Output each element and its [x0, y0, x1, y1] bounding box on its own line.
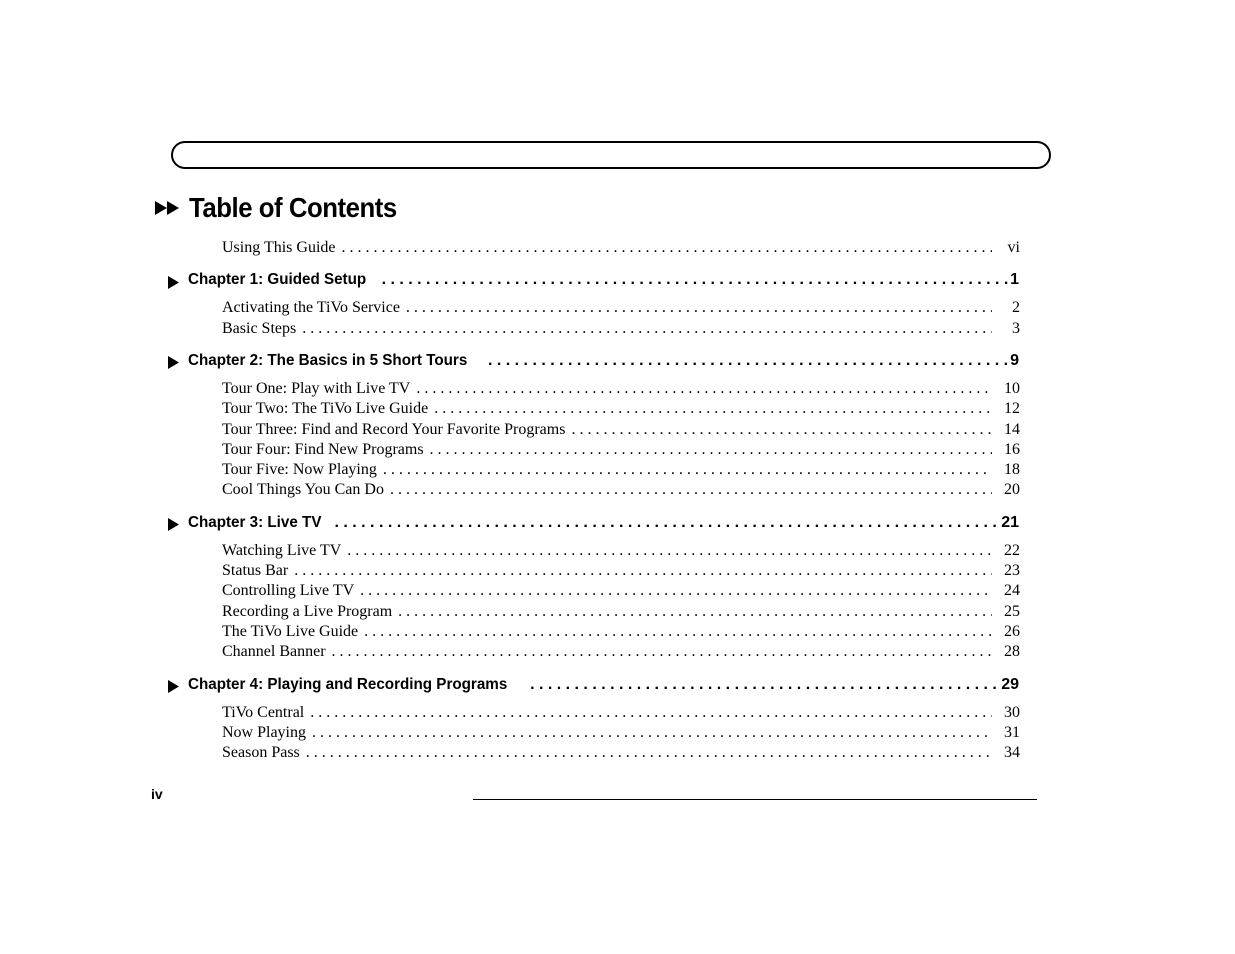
toc-label: Tour Four: Find New Programs	[222, 440, 424, 458]
toc-label: Tour One: Play with Live TV	[222, 379, 411, 397]
toc-page-number: 21	[1001, 513, 1019, 531]
toc-chapter-link[interactable]	[168, 352, 1019, 374]
toc-page-number: 29	[1001, 675, 1019, 693]
toc-page-number: 20	[1004, 481, 1020, 499]
toc-page-number: 25	[1004, 602, 1020, 620]
footer-rule	[473, 799, 1037, 800]
toc-page-number: 22	[1004, 541, 1020, 559]
toc-label: Recording a Live Program	[222, 602, 393, 620]
toc-page-number: 9	[1010, 351, 1019, 369]
toc-label: Basic Steps	[222, 319, 297, 337]
toc-page-number: 26	[1004, 622, 1020, 640]
dot-leader	[434, 400, 992, 418]
play-arrow-icon	[168, 356, 188, 369]
dot-leader	[347, 542, 992, 560]
toc-label: Chapter 2: The Basics in 5 Short Tours	[188, 351, 468, 369]
dot-leader	[310, 704, 992, 722]
footer-page-number: iv	[151, 786, 163, 802]
toc-entry-link[interactable]	[222, 400, 1020, 420]
toc-label: Chapter 4: Playing and Recording Programs	[188, 675, 508, 693]
toc-label: Tour Three: Find and Record Your Favorite Programs	[222, 420, 566, 438]
toc-page-number: 34	[1004, 744, 1020, 762]
toc-entry-link[interactable]	[222, 603, 1020, 623]
toc-page-number: 31	[1004, 723, 1020, 741]
dot-leader	[360, 582, 992, 600]
toc-label: Watching Live TV	[222, 541, 342, 559]
toc-label: Cool Things You Can Do	[222, 481, 384, 499]
dot-leader	[430, 441, 992, 459]
toc-entry-link[interactable]	[222, 582, 1020, 602]
dot-leader	[382, 271, 1009, 289]
play-arrow-icon	[168, 518, 188, 531]
toc-entry-link[interactable]	[222, 239, 1020, 259]
dot-leader	[364, 623, 992, 641]
toc-entry-link[interactable]	[222, 461, 1020, 481]
dot-leader	[341, 239, 992, 257]
toc-label: Activating the TiVo Service	[222, 299, 400, 317]
double-play-arrow-icon	[155, 200, 181, 216]
page-title: Table of Contents	[189, 192, 397, 223]
play-arrow-icon	[168, 680, 188, 693]
toc-page-number: 10	[1004, 379, 1020, 397]
toc-label: Using This Guide	[222, 239, 336, 256]
dot-leader	[406, 299, 992, 317]
toc-page-number: 23	[1004, 562, 1020, 579]
toc-entry-link[interactable]	[222, 421, 1020, 441]
toc-label: Status Bar	[222, 562, 289, 579]
dot-leader	[416, 380, 992, 398]
toc-page-number: 3	[1012, 319, 1020, 337]
toc-label: The TiVo Live Guide	[222, 622, 359, 640]
dot-leader	[302, 320, 992, 338]
toc-label: Now Playing	[222, 723, 306, 741]
toc-entry-link[interactable]	[222, 704, 1020, 724]
toc-label: Tour Five: Now Playing	[222, 461, 377, 479]
toc-entry-link[interactable]	[222, 542, 1020, 562]
toc-page-number: 1	[1010, 271, 1019, 289]
toc-page-number: 12	[1004, 400, 1020, 418]
dot-leader	[530, 676, 999, 694]
title-row	[155, 188, 415, 228]
dot-leader	[390, 481, 992, 499]
dot-leader	[383, 461, 992, 479]
toc-page-number: 30	[1004, 703, 1020, 721]
dot-leader	[571, 421, 992, 439]
toc-page-number: 18	[1004, 461, 1020, 479]
toc-entry-link[interactable]	[222, 724, 1020, 744]
toc-page-number: 2	[1012, 299, 1020, 317]
toc-label: Chapter 1: Guided Setup	[188, 271, 367, 289]
dot-leader	[334, 514, 999, 532]
toc-entry-link[interactable]	[222, 744, 1020, 764]
toc-chapter-link[interactable]	[168, 271, 1019, 293]
toc-label: Channel Banner	[222, 643, 326, 661]
toc-label: Controlling Live TV	[222, 582, 355, 600]
toc-chapter-link[interactable]	[168, 514, 1019, 536]
toc-chapter-link[interactable]	[168, 676, 1019, 698]
toc-page-number: 28	[1004, 643, 1020, 661]
toc-page-number: vi	[1007, 239, 1020, 256]
toc-entry-link[interactable]	[222, 481, 1020, 501]
toc-entry-link[interactable]	[222, 441, 1020, 461]
toc-label: Season Pass	[222, 744, 300, 762]
toc-page-number: 24	[1004, 582, 1020, 600]
toc-entry-link[interactable]	[222, 562, 1020, 582]
dot-leader	[332, 643, 992, 661]
dot-leader	[312, 724, 992, 742]
toc-entry-link[interactable]	[222, 320, 1020, 340]
play-arrow-icon	[168, 276, 188, 289]
toc-entry-link[interactable]	[222, 380, 1020, 400]
toc-label: TiVo Central	[222, 703, 305, 721]
toc-label: Tour Two: The TiVo Live Guide	[222, 400, 429, 418]
header-bar	[171, 141, 1051, 169]
toc-page-number: 14	[1004, 420, 1020, 438]
toc-entry-link[interactable]	[222, 643, 1020, 663]
dot-leader	[398, 603, 992, 621]
toc-page-number: 16	[1004, 440, 1020, 458]
toc-label: Chapter 3: Live TV	[188, 513, 322, 531]
dot-leader	[306, 744, 992, 762]
dot-leader	[294, 562, 992, 580]
toc-entry-link[interactable]	[222, 623, 1020, 643]
toc-entry-link[interactable]	[222, 299, 1020, 319]
dot-leader	[488, 352, 1008, 370]
